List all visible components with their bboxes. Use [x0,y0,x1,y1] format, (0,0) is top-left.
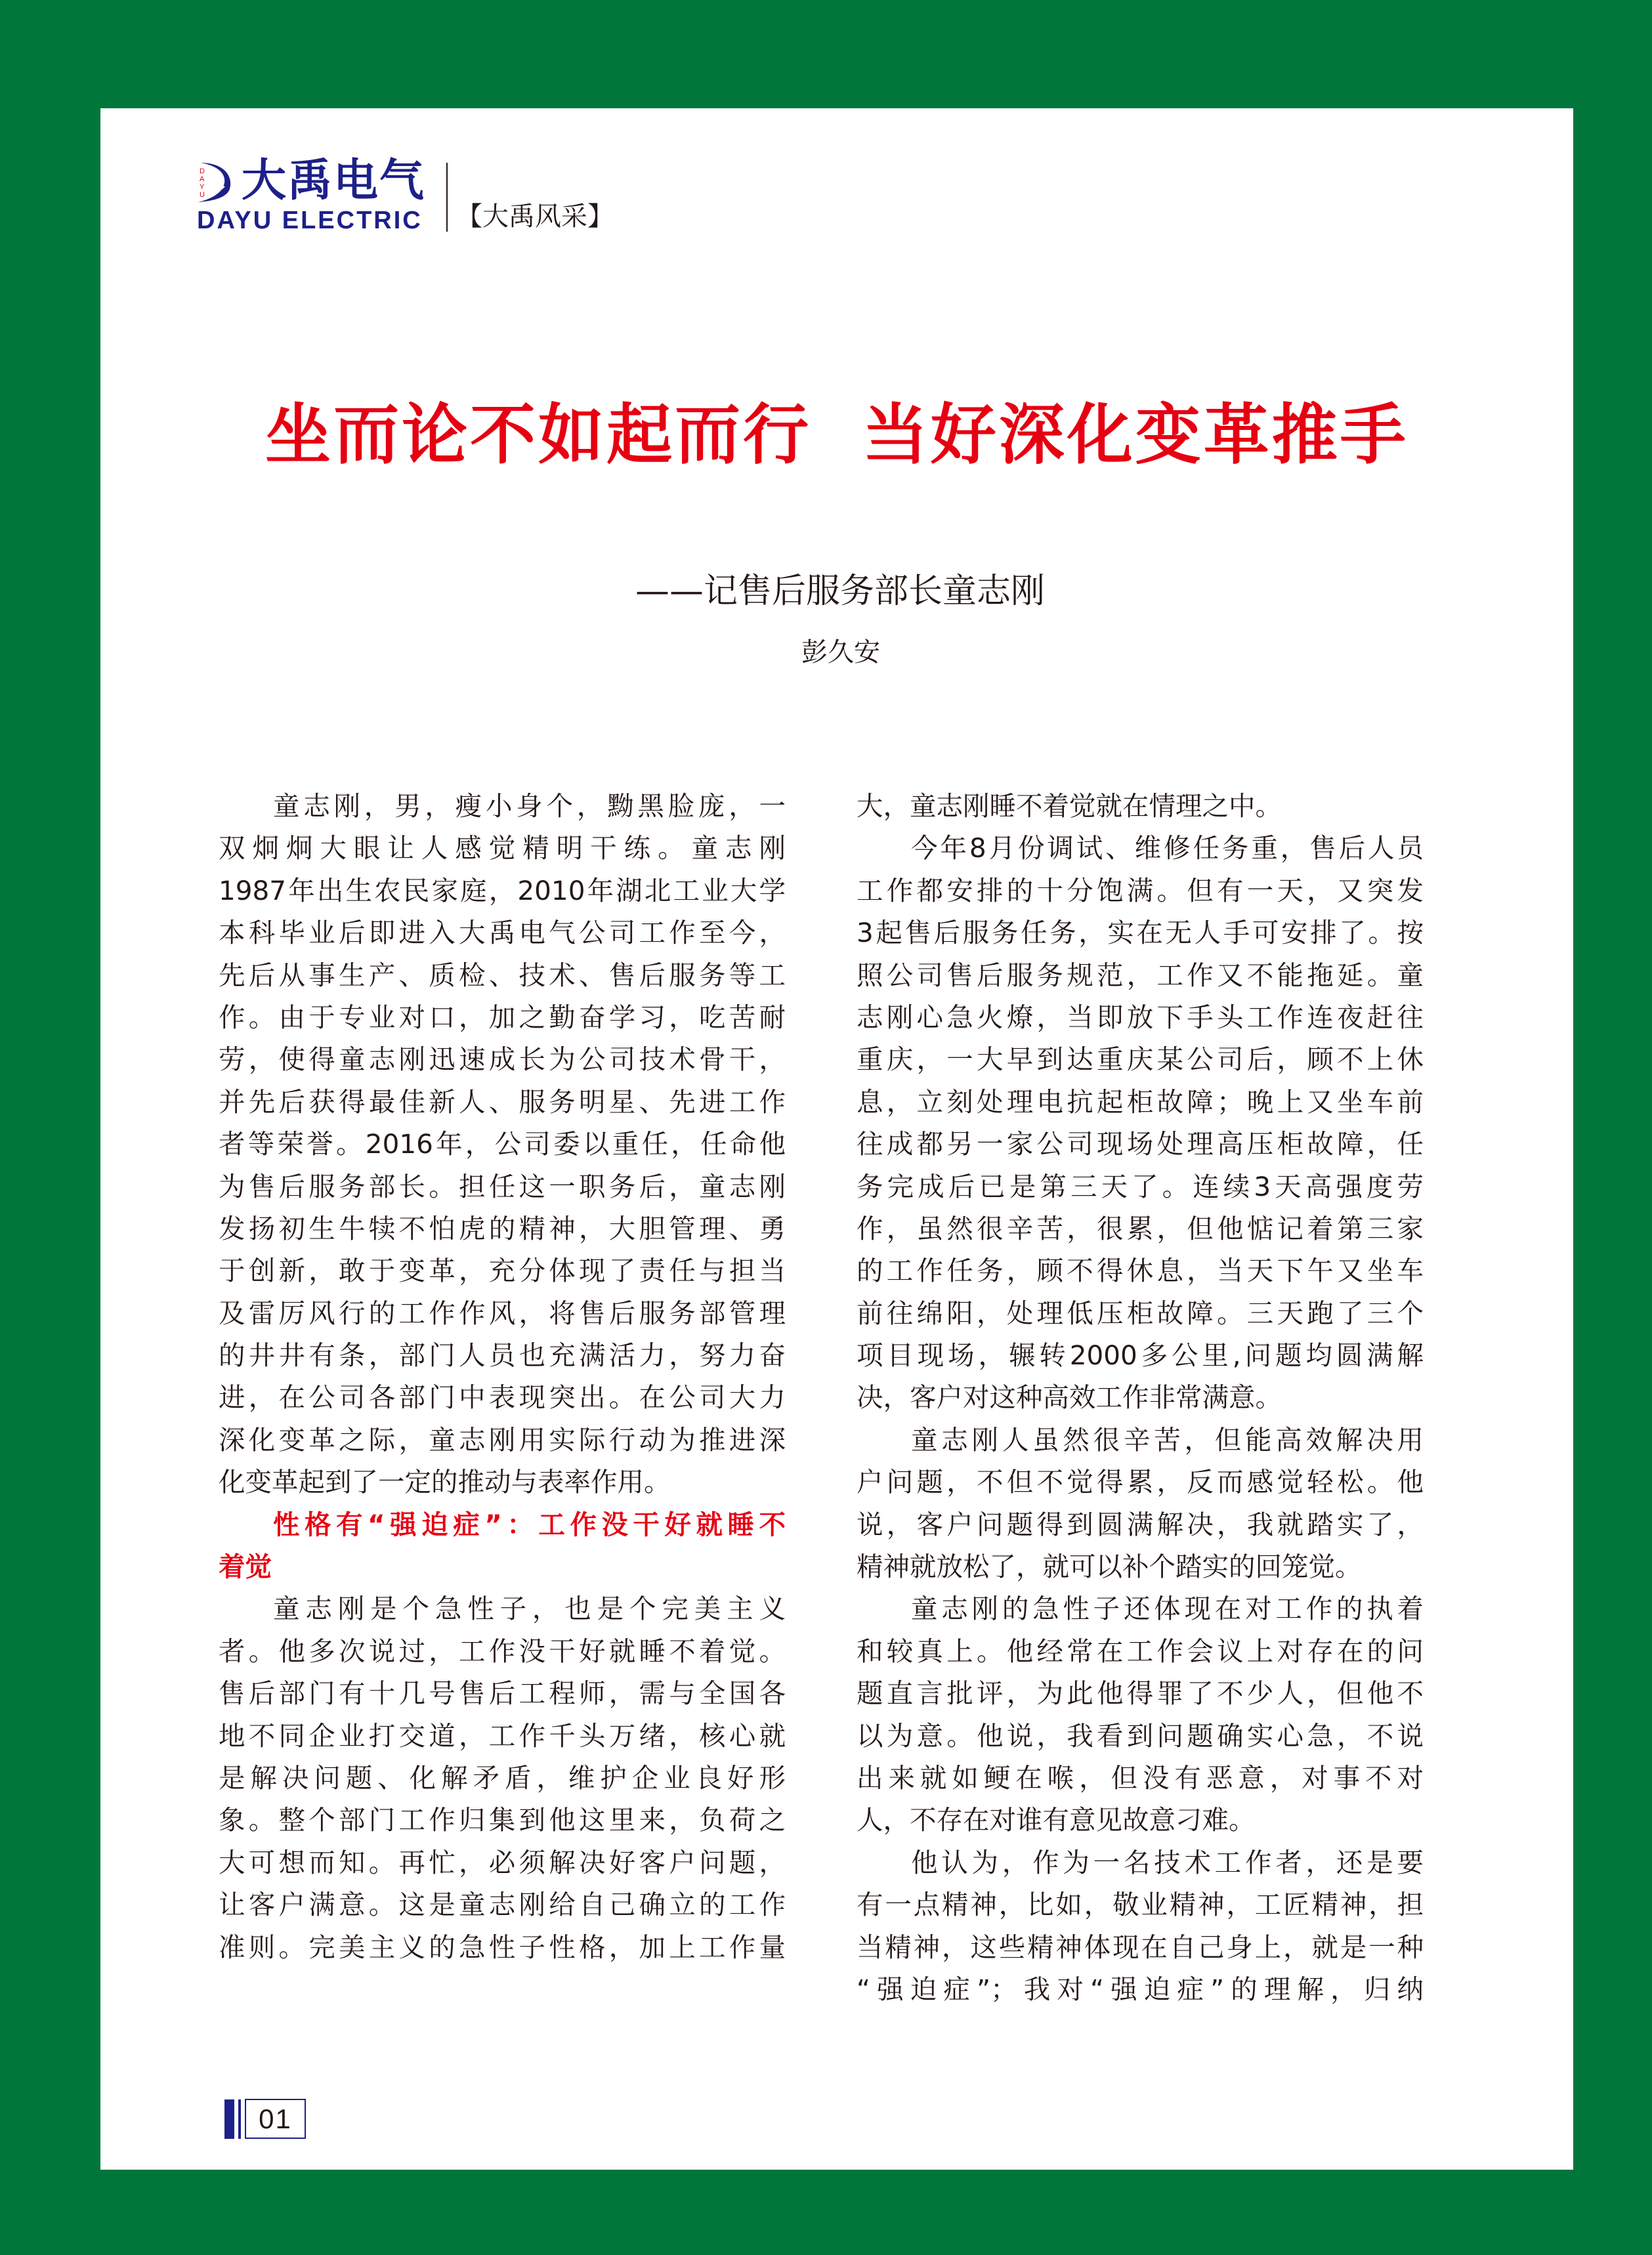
paragraph-line: 有一点精神，比如，敬业精神，工匠精神，担 [857,1889,1424,1921]
svg-text:Y: Y [200,183,205,191]
paragraph-line: 是解决问题、化解矛盾，维护企业良好形 [219,1761,786,1794]
paragraph-line: 重庆，一大早到达重庆某公司后，顾不上休 [857,1043,1424,1076]
paragraph-line: 1987年出生农民家庭，2010年湖北工业大学 [219,874,786,906]
page-number: 01 [245,2099,306,2139]
svg-text:U: U [200,191,205,199]
paragraph-line: 童志刚人虽然很辛苦，但能高效解决用 [911,1423,1424,1456]
paragraph-line: 准则。完美主义的急性子性格，加上工作量 [219,1931,786,1963]
paragraph-line: 者等荣誉。2016年，公司委以重任，任命他 [219,1128,786,1160]
article-author: 彭久安 [801,637,880,667]
paragraph-line: 前往绵阳，处理低压柜故障。三天跑了三个 [857,1297,1424,1329]
paragraph-line: 发扬初生牛犊不怕虎的精神，大胆管理、勇 [219,1212,786,1244]
paragraph-line: 的井井有条，部门人员也充满活力，努力奋 [219,1339,786,1372]
article-title: 坐而论不如起而行 当好深化变革推手 [265,396,1408,473]
section-tag: 【大禹风采】 [456,201,614,232]
paragraph-line: 决，客户对这种高效工作非常满意。 [857,1381,1282,1414]
paragraph-line: 项目现场，辗转2000多公里,问题均圆满解 [857,1339,1424,1372]
paragraph-line: 作，虽然很辛苦，很累，但他惦记着第三家 [857,1212,1424,1244]
paragraph-line: 本科毕业后即进入大禹电气公司工作至今， [219,917,786,949]
svg-text:D: D [200,167,205,175]
paragraph-line: 人，不存在对谁有意见故意刁难。 [857,1804,1256,1836]
paragraph-line: 精神就放松了，就可以补个踏实的回笼觉。 [857,1551,1362,1583]
paragraph-line: 者。他多次说过，工作没干好就睡不着觉。 [219,1635,786,1667]
paragraph-line: 3起售后服务任务，实在无人手可安排了。按 [857,917,1424,949]
section-heading-line: 性格有“强迫症”：工作没干好就睡不 [273,1508,786,1540]
paragraph-line: 出来就如鲠在喉，但没有恶意，对事不对 [857,1761,1424,1794]
paragraph-line: 象。整个部门工作归集到他这里来，负荷之 [219,1804,786,1836]
paragraph-line: 照公司售后服务规范，工作又不能拖延。童 [857,959,1424,991]
paragraph-line: 以为意。他说，我看到问题确实心急，不说 [857,1719,1424,1752]
article-subtitle: ——记售后服务部长童志刚 [635,572,1045,611]
paragraph-line: 并先后获得最佳新人、服务明星、先进工作 [219,1085,786,1118]
paragraph-line: 童志刚是个急性子，也是个完美主义 [273,1593,786,1625]
paragraph-line: “强迫症”；我对“强迫症”的理解，归纳 [857,1973,1424,2005]
paragraph-line: 和较真上。他经常在工作会议上对存在的问 [857,1635,1424,1667]
page-number-bar-thick [224,2099,234,2139]
logo-name-cn: 大禹电气 [242,155,426,207]
body-column-left [219,785,786,1968]
paragraph-line: 双炯炯大眼让人感觉精明干练。童志刚 [219,832,786,864]
paragraph-line: 童志刚的急性子还体现在对工作的执着 [911,1593,1424,1625]
paragraph-line: 往成都另一家公司现场处理高压柜故障，任 [857,1128,1424,1160]
paragraph-line: 童志刚，男，瘦小身个，黝黑脸庞，一 [273,790,786,822]
logo-name-en: DAYU ELECTRIC [197,207,423,234]
paragraph-line: 作。由于专业对口，加之勤奋学习，吃苦耐 [219,1001,786,1033]
paragraph-line: 户问题，不但不觉得累，反而感觉轻松。他 [857,1466,1424,1498]
paragraph-line: 他认为，作为一名技术工作者，还是要 [911,1846,1424,1878]
company-logo [196,156,432,235]
paragraph-line: 今年8月份调试、维修任务重，售后人员 [911,832,1424,864]
paragraph-line: 大，童志刚睡不着觉就在情理之中。 [857,790,1282,822]
paragraph-line: 志刚心急火燎，当即放下手头工作连夜赶往 [857,1001,1424,1033]
paragraph-line: 地不同企业打交道，工作千头万绪，核心就 [219,1719,786,1752]
body-column-right [857,785,1424,2010]
paragraph-line: 于创新，敢于变革，充分体现了责任与担当 [219,1255,786,1287]
paragraph-line: 售后部门有十几号售后工程师，需与全国各 [219,1677,786,1710]
paragraph-line: 息，立刻处理电抗起柜故障；晚上又坐车前 [857,1085,1424,1118]
paragraph-line: 让客户满意。这是童志刚给自己确立的工作 [219,1889,786,1921]
page-number-bar-thin [238,2099,241,2139]
paragraph-line: 先后从事生产、质检、技术、售后服务等工 [219,959,786,991]
paragraph-line: 为售后服务部长。担任这一职务后，童志刚 [219,1170,786,1202]
paragraph-line: 大可想而知。再忙，必须解决好客户问题， [219,1846,786,1878]
paragraph-line: 工作都安排的十分饱满。但有一天，又突发 [857,874,1424,906]
paragraph-line: 及雷厉风行的工作作风，将售后服务部管理 [219,1297,786,1329]
section-heading-line: 着觉 [219,1551,272,1583]
paragraph-line: 务完成后已是第三天了。连续3天高强度劳 [857,1170,1424,1202]
paragraph-line: 当精神，这些精神体现在自己身上，就是一种 [857,1931,1424,1963]
paragraph-line: 说，客户问题得到圆满解决，我就踏实了， [857,1508,1424,1540]
paragraph-line: 深化变革之际，童志刚用实际行动为推进深 [219,1423,786,1456]
paragraph-line: 题直言批评，为此他得罪了不少人，但他不 [857,1677,1424,1710]
header-divider [446,163,448,232]
svg-text:A: A [200,175,205,183]
dayu-swoosh-icon [196,160,235,203]
paragraph-line: 进，在公司各部门中表现突出。在公司大力 [219,1381,786,1414]
paragraph-line: 化变革起到了一定的推动与表率作用。 [219,1466,671,1498]
paragraph-line: 的工作任务，顾不得休息，当天下午又坐车 [857,1255,1424,1287]
paragraph-line: 劳，使得童志刚迅速成长为公司技术骨干， [219,1043,786,1076]
